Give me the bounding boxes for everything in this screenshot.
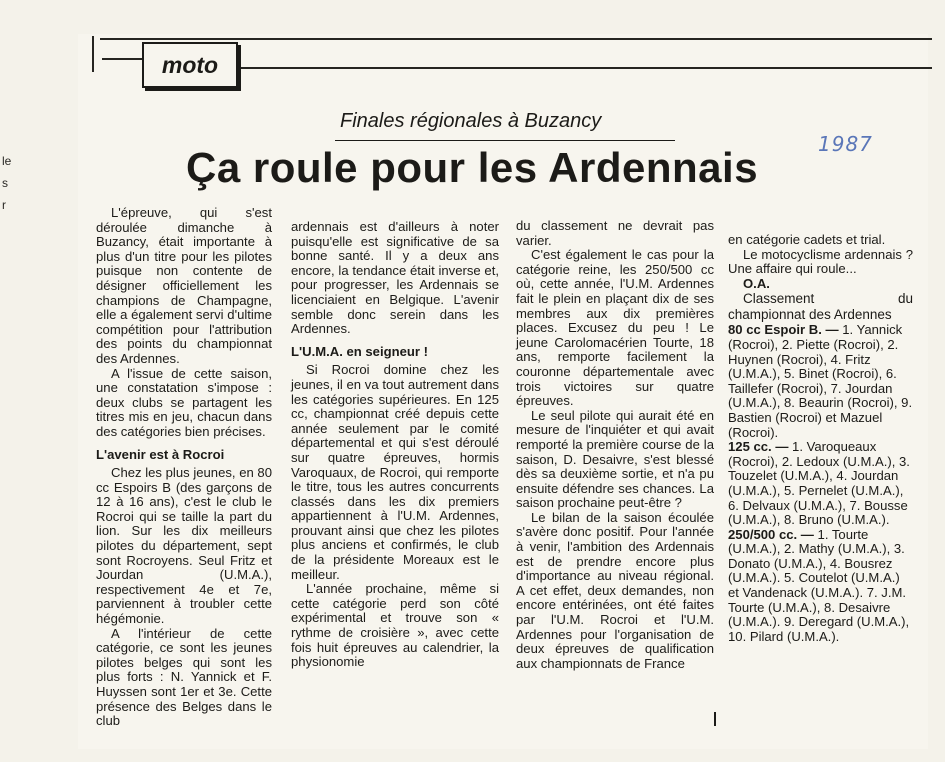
ranking-list: 1. Yannick (Rocroi), 2. Piette (Rocroi), 2. Huynen (Rocroi), 4. Fritz (U.M.A.), 5. Binet (Rocroi), 6. Taillefer (Rocroi), 7. Jourdan (U.M.A.), 8. Beaurin (Rocroi), 9. Bastien (Rocroi) et Mazuel (Rocroi). <box>728 322 913 440</box>
edge-mark: s <box>2 176 8 190</box>
author-signature: O.A. <box>743 275 770 291</box>
article-column-1 <box>96 206 272 729</box>
headline: Ça roule pour les Ardennais <box>186 144 759 191</box>
handwritten-year: 1987 <box>818 132 873 156</box>
paragraph: Le bilan de la saison écoulée s'avère donc positif. Pour l'année à venir, l'ambition des Ardennais est de prendre encore plus d'importance au niveau régional. A cet effet, deux demandes, non encore entérinées, ont été faites par l'U.M. Rocroi et l'U.M. Ardennes pour l'organisation de deux épreuves de qualification aux championnats de France <box>516 509 714 671</box>
ranking-list: 1. Varoqueaux (Rocroi), 2. Ledoux (U.M.A.), 3. Touzelet (U.M.A.), 4. Jourdan (U.M.A.), 5. Pernelet (U.M.A.), 6. Delvaux (U.M.A.), 7. Bousse (U.M.A.), 8. Bruno (U.M.A.). <box>728 439 910 528</box>
ranking-category: 250/500 cc. — <box>728 526 814 542</box>
subheading: L'U.M.A. en seigneur ! <box>291 343 428 359</box>
article-column-4 <box>728 233 913 644</box>
ranking-category: 125 cc. — <box>728 439 789 455</box>
kicker: Finales régionales à Buzancy <box>340 110 602 132</box>
column-divider <box>714 712 716 726</box>
ranking-list: 1. Tourte (U.M.A.), 2. Mathy (U.M.A.), 3. Donato (U.M.A.), 4. Bousrez (U.M.A.). 5. Coutelot (U.M.A.) et Vandenack (U.M.A.). 7. J.M. Tourte (U.M.A.), 8. Desaivre (U.M.A.). 9. Deregard (U.M.A.), 10. Pilard (U.M.A.). <box>728 526 910 644</box>
section-rule <box>236 67 932 69</box>
left-rule <box>92 36 94 72</box>
paragraph: ardennais est d'ailleurs à noter puisqu'elle est significative de sa bonne santé. Il y a deux ans encore, la tendance était inverse et, pour progresser, les Ardennais se licenciaient en Belgique. L'avenir semble donc serein dans les Ardennes. <box>291 219 499 337</box>
paragraph: A l'intérieur de cette catégorie, ce sont les jeunes pilotes belges qui sont les plus forts : N. Yannick et F. Huyssen sont 1er et 3e. Cette présence des Belges dans le club <box>96 625 272 729</box>
paragraph: L'épreuve, qui s'est déroulée dimanche à Buzancy, était importante à plus d'un titre pour les pilotes puisque non contente de désigner officiellement les champions de Champagne, elle a également servi d'ultime compétition pour l'attribution des points du championnat des Ardennes. <box>96 205 272 366</box>
ranking-category: 80 cc Espoir B. — <box>728 322 839 338</box>
paragraph: Chez les plus jeunes, en 80 cc Espoirs B (des garçons de 12 à 16 ans), c'est le club le Rocroi qui se taille la part du lion. Sur les dix meilleurs pilotes du département, sept sont Rocroyens. Seul Fritz et Jourdan (U.M.A.), respectivement 4e et 7e, parviennent à troubler cette hégémonie. <box>96 465 272 627</box>
paragraph: L'année prochaine, même si cette catégorie perd son côté expérimental et trouve son « rythme de croisière », avec cette fois huit épreuves au calendrier, la physionomie <box>291 581 499 670</box>
article-column-2 <box>291 220 499 670</box>
ranking-result <box>728 440 913 528</box>
paragraph: C'est également le cas pour la catégorie reine, les 250/500 cc où, cette année, l'U.M. Ardennes fait le plein en plaçant dix de ses membres aux dix premières places. Excusez du peu ! Le jeune Carolomacérien Tourte, 18 ans, remporte facilement la couronne départementale avec trois victoires sur quatre épreuves. <box>516 247 714 409</box>
top-rule <box>100 38 932 40</box>
article-column-3 <box>516 219 714 671</box>
paragraph: Si Rocroi domine chez les jeunes, il en va tout autrement dans les catégories supérieures. En 125 cc, championnat créé depuis cette année seulement par le comité départemental et qui s'est déroulé sur quatre épreuves, hormis Varoquaux, de Rocroi, qui remporte le titre, tous les autres concurrents classés dans les dix premiers appartiennent à l'U.M. Ardennes, prouvant ainsi que chez les pilotes plus anciens et confirmés, le club de la présidente Moreaux est le meilleur. <box>291 362 499 582</box>
edge-mark: r <box>2 198 6 212</box>
paragraph: du classement ne devrait pas varier. <box>516 218 714 248</box>
cut-edge-text <box>2 150 14 216</box>
edge-mark: le <box>2 154 12 168</box>
ranking-title: Classement du championnat des Ardennes <box>728 291 913 323</box>
kicker-underline <box>335 140 675 141</box>
paragraph: Le seul pilote qui aurait été en mesure de l'inquiéter et qui avait remporté la première course de la saison, D. Desaivre, s'est blessé dès sa deuxième sortie, et n'a pu ensuite défendre ses chances. La saison prochaine peut-être ? <box>516 407 714 511</box>
paragraph: Le motocyclisme ardennais ? Une affaire qui roule... <box>728 246 913 277</box>
section-label: moto <box>142 42 238 88</box>
subheading: L'avenir est à Rocroi <box>96 446 225 462</box>
short-rule <box>102 58 142 60</box>
ranking-result <box>728 323 913 440</box>
paragraph: A l'issue de cette saison, une constatation s'impose : deux clubs se partagent les titres mis en jeu, chacun dans des catégories bien précises. <box>96 365 272 439</box>
paragraph: en catégorie cadets et trial. <box>728 232 886 247</box>
ranking-result <box>728 528 913 645</box>
